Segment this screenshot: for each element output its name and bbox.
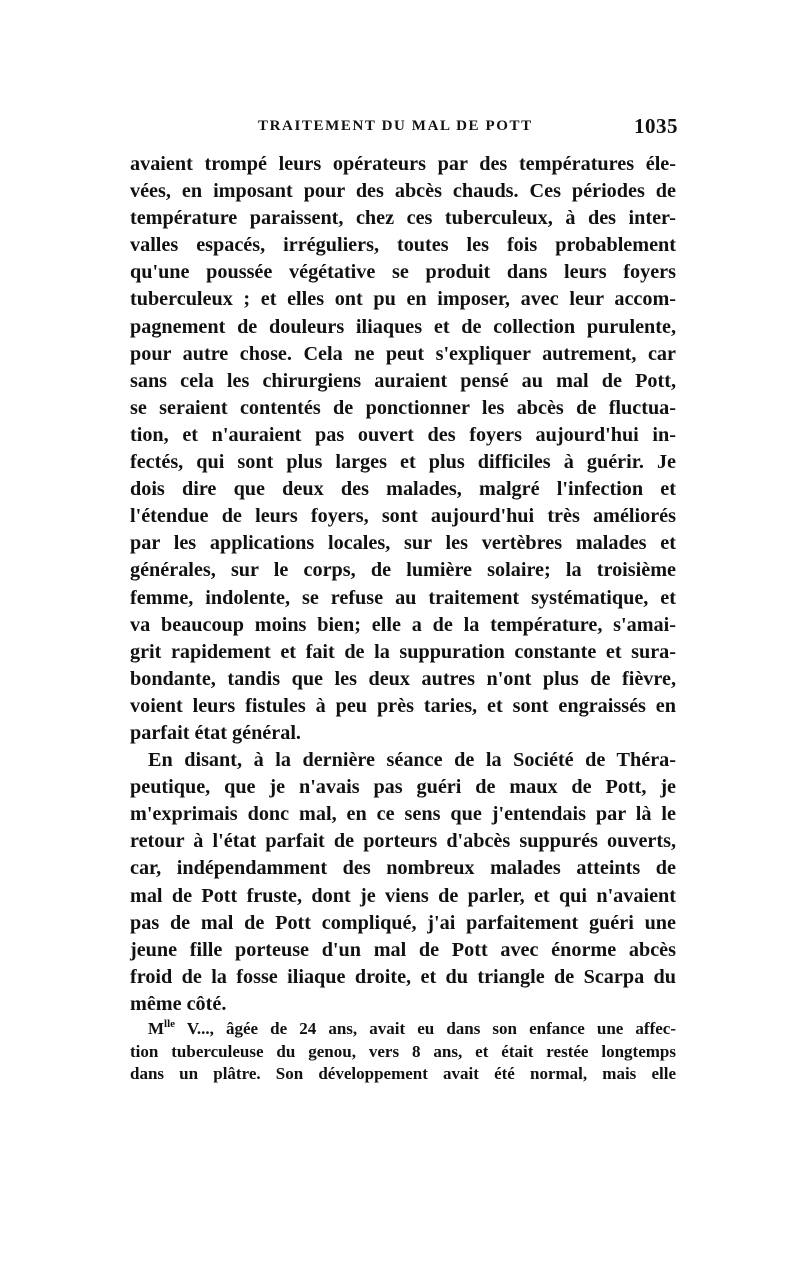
text-line: pagnement de douleurs iliaques et de collection purulente, <box>130 315 676 338</box>
text-line: température paraissent, chez ces tuberculeux, à des inter- <box>130 207 676 230</box>
running-head <box>130 114 678 144</box>
footnote <box>130 1018 676 1086</box>
text-line: mal de Pott fruste, dont je viens de parler, et qui n'avaient <box>130 884 676 907</box>
page-number: 1035 <box>634 114 678 138</box>
footnote-line: dans un plâtre. Son développement avait été normal, mais elle <box>130 1064 676 1083</box>
text-line: vées, en imposant pour des abcès chauds. Ces périodes de <box>130 180 676 203</box>
text-line: grit rapidement et fait de la suppuration constante et sura- <box>130 640 676 663</box>
footnote-title-sup: lle <box>164 1018 176 1030</box>
footnote-line: tion tuberculeuse du genou, vers 8 ans, et était restée longtemps <box>130 1041 676 1061</box>
text-line: fectés, qui sont plus larges et plus difficiles à guérir. Je <box>130 451 676 474</box>
text-line: l'étendue de leurs foyers, sont aujourd'hui très améliorés <box>130 505 676 528</box>
text-line: femme, indolente, se refuse au traitement systématique, et <box>130 586 676 609</box>
running-title: TRAITEMENT DU MAL DE POTT <box>258 118 533 134</box>
footnote-title-abbrev: M <box>148 1019 165 1038</box>
text-line: tion, et n'auraient pas ouvert des foyers aujourd'hui in- <box>130 423 676 446</box>
text-line: pour autre chose. Cela ne peut s'expliquer autrement, car <box>130 342 676 365</box>
text-line: sans cela les chirurgiens auraient pensé au mal de Pott, <box>130 369 676 392</box>
text-line: m'exprimais donc mal, en ce sens que j'entendais par là le <box>130 803 676 826</box>
text-line: froid de la fosse iliaque droite, et du triangle de Scarpa du <box>130 965 676 988</box>
text-line: peutique, que je n'avais pas guéri de maux de Pott, je <box>130 776 676 799</box>
text-line: car, indépendamment des nombreux malades atteints de <box>130 857 676 880</box>
text-line: jeune fille porteuse d'un mal de Pott avec énorme abcès <box>130 938 676 961</box>
footnote-first-line-rest: V..., âgée de 24 ans, avait eu dans son enfance une affec- <box>175 1019 676 1038</box>
text-line: valles espacés, irréguliers, toutes les fois probablement <box>130 234 676 257</box>
text-line: dois dire que deux des malades, malgré l'infection et <box>130 478 676 501</box>
text-line: générales, sur le corps, de lumière solaire; la troisième <box>130 559 676 582</box>
text-line: parfait état général. <box>130 721 301 744</box>
body-text <box>130 151 676 1018</box>
text-line: bondante, tandis que les deux autres n'ont plus de fièvre, <box>130 667 676 690</box>
paragraph-1 <box>130 151 676 747</box>
text-line: tuberculeux ; et elles ont pu en imposer, avec leur accom- <box>130 288 676 311</box>
text-line: pas de mal de Pott compliqué, j'ai parfaitement guéri une <box>130 911 676 934</box>
footnote-line <box>130 1018 676 1041</box>
text-line: avaient trompé leurs opérateurs par des températures éle- <box>130 153 676 175</box>
text-line: va beaucoup moins bien; elle a de la température, s'amai- <box>130 613 676 636</box>
text-line: qu'une poussée végétative se produit dans leurs foyers <box>130 261 676 284</box>
text-line: par les applications locales, sur les vertèbres malades et <box>130 532 676 555</box>
text-line: retour à l'état parfait de porteurs d'abcès suppurés ouverts, <box>130 830 676 853</box>
paragraph-2 <box>130 747 676 1018</box>
text-line: voient leurs fistules à peu près taries, et sont engraissés en <box>130 694 676 717</box>
text-line: se seraient contentés de ponctionner les abcès de fluctua- <box>130 396 676 419</box>
text-line: En disant, à la dernière séance de la Société de Théra- <box>148 749 676 772</box>
text-line: même côté. <box>130 992 227 1015</box>
